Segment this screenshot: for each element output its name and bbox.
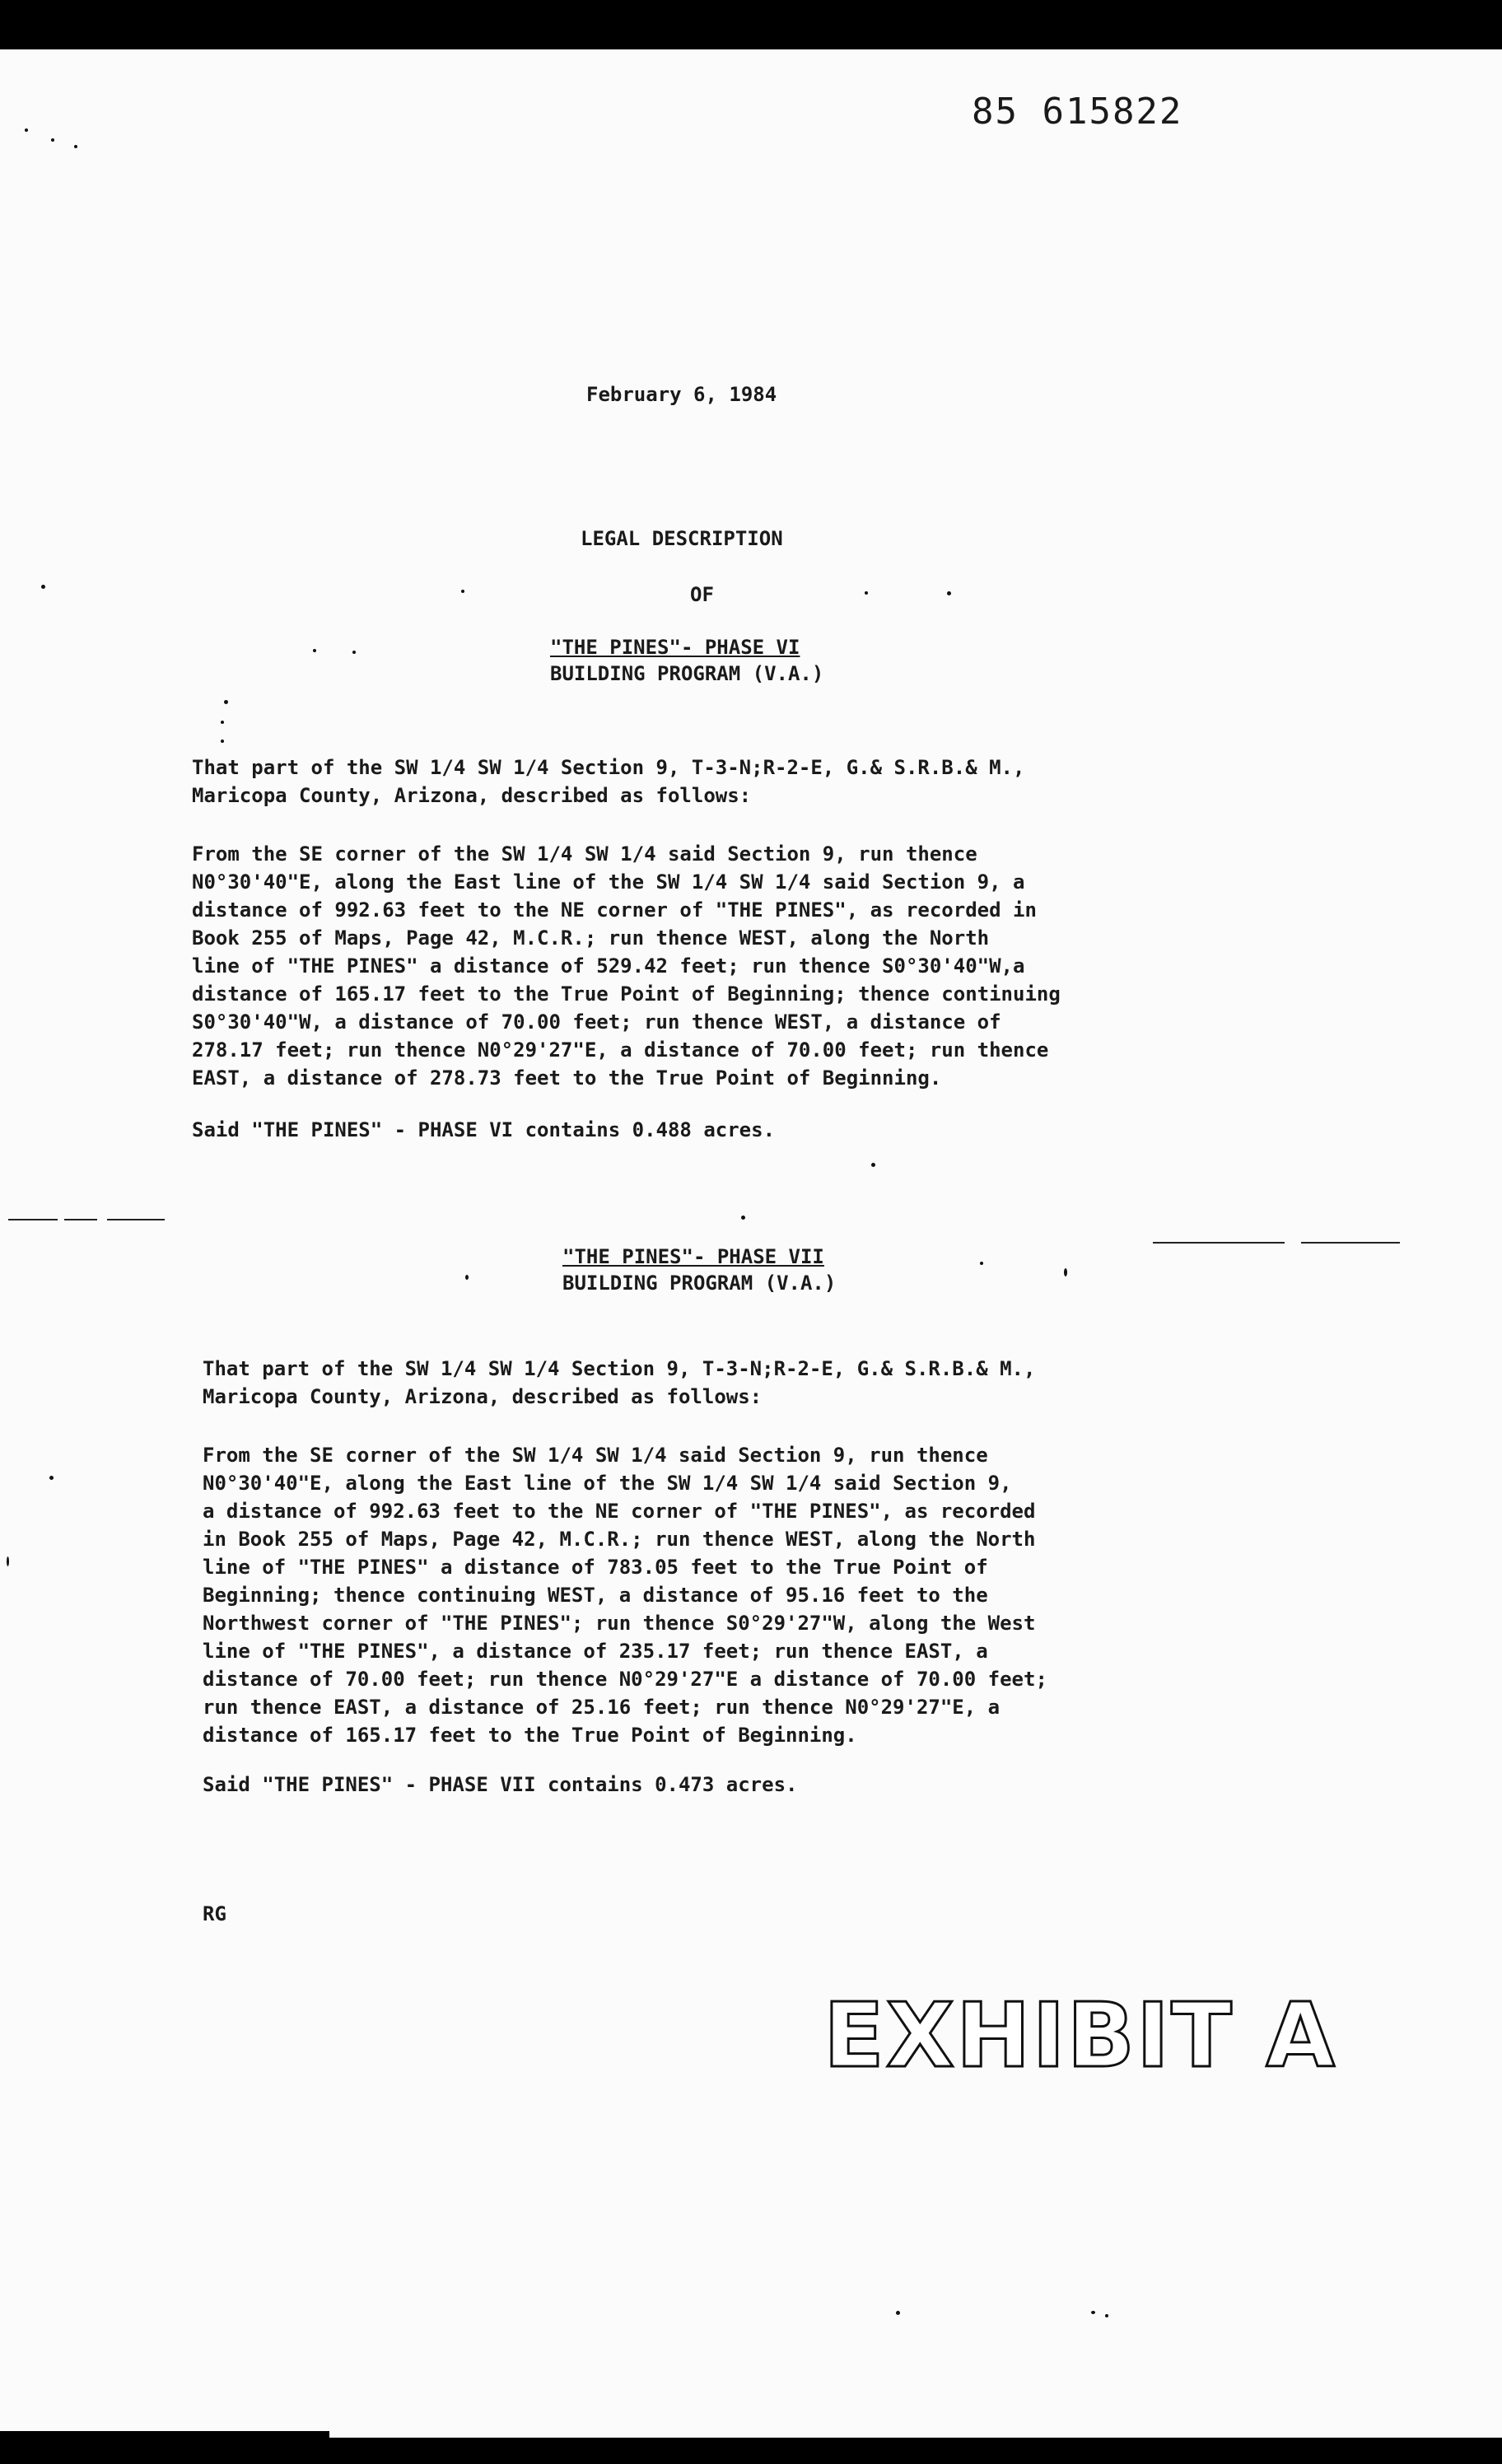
scan-speck (871, 1163, 875, 1167)
phase6-body-line: From the SE corner of the SW 1/4 SW 1/4 said Section 9, run thence (192, 842, 977, 866)
scan-speck (947, 591, 951, 595)
phase6-body-line: 278.17 feet; run thence N0°29'27"E, a distance of 70.00 feet; run thence (192, 1038, 1049, 1062)
scan-speck (74, 145, 77, 148)
phase6-intro (192, 754, 1262, 810)
phase7-intro (203, 1355, 1273, 1411)
phase6-body-line: S0°30'40"W, a distance of 70.00 feet; run thence WEST, a distance of (192, 1010, 1001, 1034)
scan-speck (741, 1216, 745, 1220)
phase6-summary (192, 1116, 1262, 1144)
phase7-body-line: distance of 165.17 feet to the True Point of Beginning. (203, 1724, 857, 1747)
phase6-body-line: EAST, a distance of 278.73 feet to the True Point of Beginning. (192, 1066, 942, 1090)
scan-speck (865, 591, 868, 595)
scan-speck (980, 1262, 983, 1265)
phase7-summary (203, 1771, 1273, 1799)
scan-speck (25, 128, 28, 132)
phase7-body-line: run thence EAST, a distance of 25.16 feet; run thence N0°29'27"E, a (203, 1696, 1001, 1719)
scan-speck (313, 649, 316, 652)
phase6-body-line: distance of 165.17 feet to the True Point of Beginning; thence continuing (192, 982, 1061, 1006)
title-legal-description: LEGAL DESCRIPTION (581, 527, 783, 550)
phase7-summary-line: Said "THE PINES" - PHASE VII contains 0.473 acres. (203, 1773, 798, 1796)
phase6-body-line: line of "THE PINES" a distance of 529.42 feet; run thence S0°30'40"W,a (192, 954, 1025, 978)
phase7-program: BUILDING PROGRAM (V.A.) (562, 1272, 837, 1295)
phase6-body-line: distance of 992.63 feet to the NE corner of "THE PINES", as recorded in (192, 898, 1037, 922)
scan-speck (221, 740, 224, 743)
phase7-body-line: line of "THE PINES" a distance of 783.05 feet to the True Point of (203, 1556, 988, 1579)
phase7-body-line: line of "THE PINES", a distance of 235.17 feet; run thence EAST, a (203, 1640, 988, 1663)
phase6-summary-line: Said "THE PINES" - PHASE VI contains 0.488 acres. (192, 1118, 776, 1141)
scan-dash (8, 1219, 58, 1220)
phase7-body-line: distance of 70.00 feet; run thence N0°29'27"E a distance of 70.00 feet; (203, 1668, 1047, 1691)
scan-speck (51, 138, 54, 142)
document-date: February 6, 1984 (586, 383, 777, 406)
author-initials: RG (203, 1902, 226, 1925)
phase7-body-line: N0°30'40"E, along the East line of the SW 1/4 SW 1/4 said Section 9, (203, 1472, 1012, 1495)
scan-border (0, 2431, 329, 2464)
exhibit-stamp: EXHIBIT A (823, 1985, 1336, 2088)
phase7-intro-line: Maricopa County, Arizona, described as follows: (203, 1385, 763, 1408)
scan-speck (41, 585, 45, 589)
phase7-body-line: in Book 255 of Maps, Page 42, M.C.R.; run thence WEST, along the North (203, 1528, 1036, 1551)
scan-dash (107, 1219, 165, 1220)
scan-speck (896, 2311, 900, 2315)
phase6-body-line: Book 255 of Maps, Page 42, M.C.R.; run thence WEST, along the North (192, 926, 990, 950)
phase7-body-line: From the SE corner of the SW 1/4 SW 1/4 said Section 9, run thence (203, 1444, 988, 1467)
scan-speck (465, 1275, 469, 1280)
scan-speck (1064, 1268, 1067, 1276)
phase7-heading: "THE PINES"- PHASE VII (562, 1245, 824, 1268)
phase6-body-line: N0°30'40"E, along the East line of the SW 1/4 SW 1/4 said Section 9, a (192, 870, 1025, 894)
title-of: OF (690, 583, 714, 606)
phase6-heading: "THE PINES"- PHASE VI (550, 636, 800, 659)
document-page (0, 49, 1502, 2438)
scan-dash (1153, 1242, 1285, 1244)
scan-speck (7, 1556, 9, 1566)
phase7-body-line: a distance of 992.63 feet to the NE corner of "THE PINES", as recorded (203, 1500, 1036, 1523)
scan-dash (1301, 1242, 1400, 1244)
phase6-body (192, 840, 1262, 1092)
scan-speck (1105, 2314, 1108, 2317)
scan-dash (64, 1219, 97, 1220)
scan-speck (224, 700, 228, 704)
phase6-intro-line: That part of the SW 1/4 SW 1/4 Section 9, T-3-N;R-2-E, G.& S.R.B.& M., (192, 756, 1025, 779)
phase6-intro-line: Maricopa County, Arizona, described as follows: (192, 784, 752, 807)
scan-speck (461, 590, 464, 593)
scan-speck (49, 1476, 54, 1480)
phase7-body (203, 1441, 1273, 1749)
document-number: 85 615822 (972, 91, 1183, 133)
phase7-body-line: Beginning; thence continuing WEST, a distance of 95.16 feet to the (203, 1584, 988, 1607)
phase6-program: BUILDING PROGRAM (V.A.) (550, 662, 824, 685)
scan-speck (1091, 2311, 1095, 2314)
scan-speck (352, 651, 356, 654)
phase7-intro-line: That part of the SW 1/4 SW 1/4 Section 9, T-3-N;R-2-E, G.& S.R.B.& M., (203, 1357, 1036, 1380)
phase7-body-line: Northwest corner of "THE PINES"; run thence S0°29'27"W, along the West (203, 1612, 1036, 1635)
scan-speck (221, 721, 224, 724)
